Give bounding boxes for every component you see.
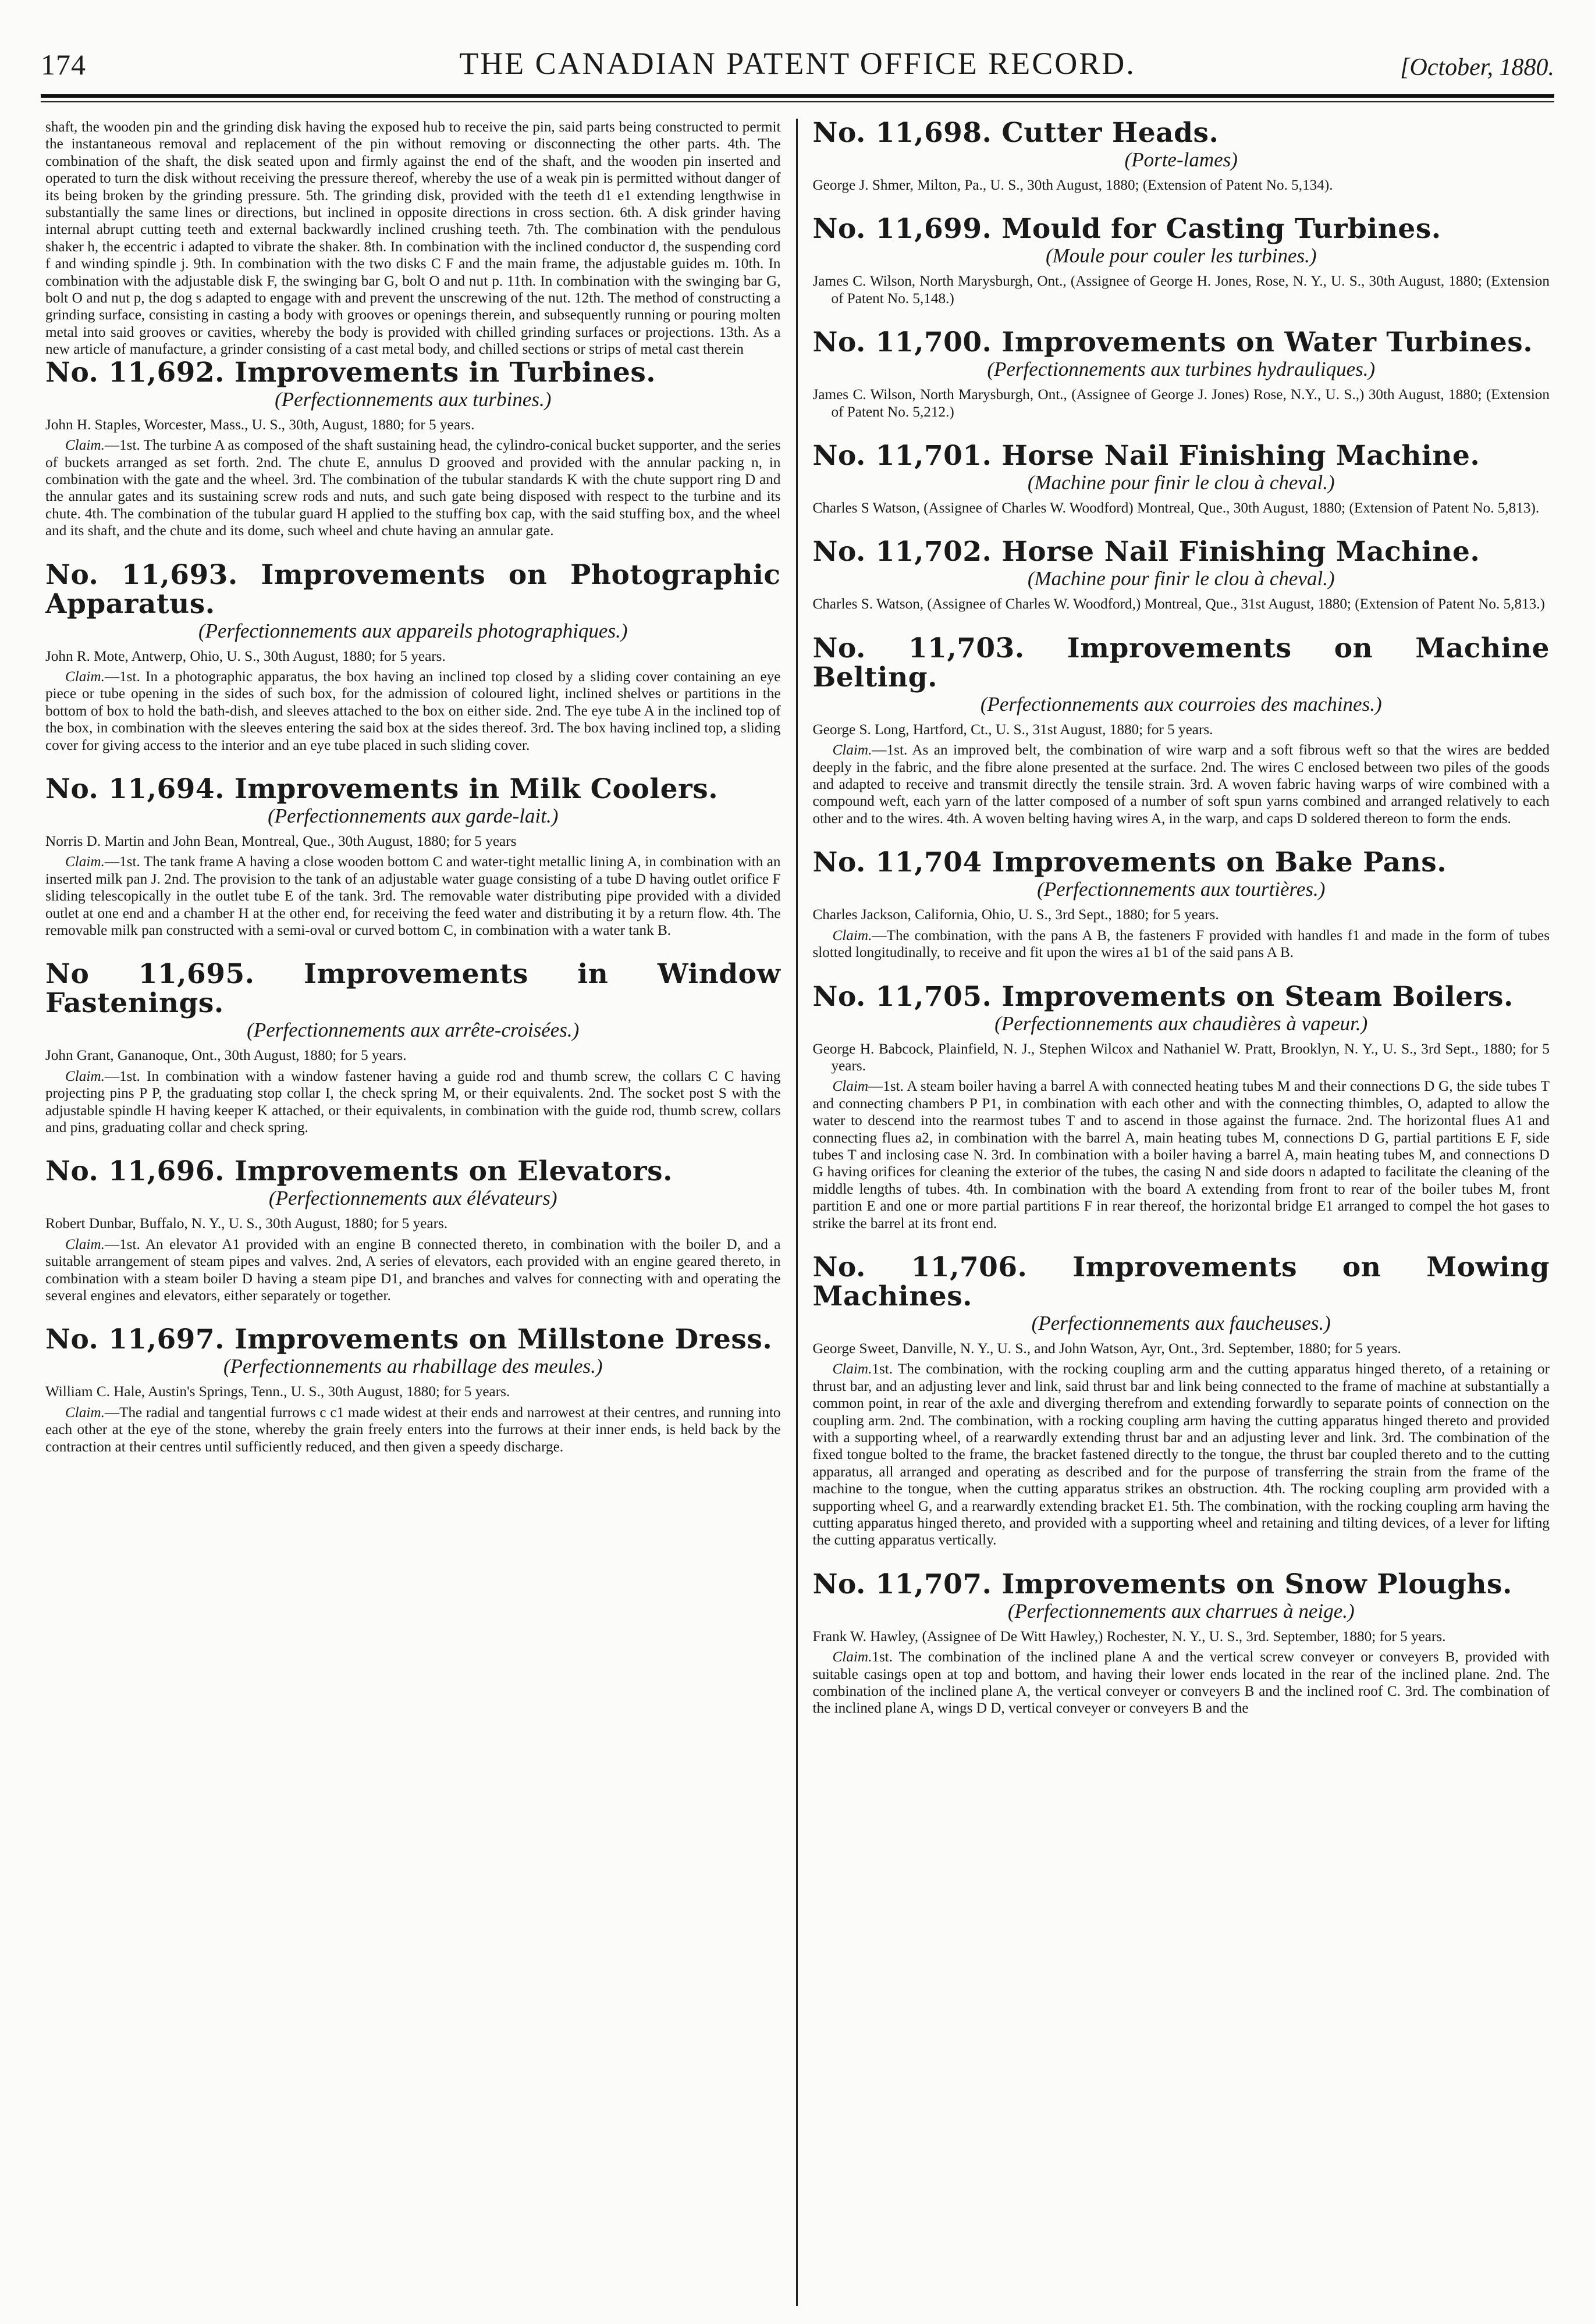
patent-heading — [813, 328, 1550, 357]
claim-body: 1st. The combination, with the rocking coupling arm and the cutting apparatus hinged thereto, of a retaining or thrust bar, and an adjusting lever and link, said thrust bar and link being connected to the frame of machine at substantially a common point, in rear of the axle and diverging therefrom and extending forwardly to separate points of connection on the coupling arm. 2nd. The combination, with a rocking coupling arm having the cutting apparatus hinged thereto and provided with a supporting wheel, of a rearwardly extending thrust bar and an adjusting lever and link. 3rd. The combination of the fixed tongue bolted to the frame, the bracket fastened directly to the tongue, the thrust bar coupled thereto and to the cutting apparatus, all arranged and operating as described and for the purpose of transferring the strain from the frame of the machine to the tongue, when the cutting apparatus strikes an obstruction. 4th. The rocking coupling arm provided with a supporting wheel G, and a rearwardly extending bracket E1. 5th. The combination, with the rocking coupling arm having the cutting apparatus hinged thereto, and provided with a supporting wheel and retaining and tilting devices, of a lever for lifting the cutting apparatus vertically. — [812, 1361, 1550, 1549]
claim-text — [813, 1649, 1550, 1717]
patent-title: Improvements on Mowing Machines. — [812, 1251, 1550, 1312]
patent-heading — [45, 775, 781, 804]
patent-entry — [812, 980, 1550, 1232]
claim-body: —1st. An elevator A1 provided with an engine B connected thereto, in combination with the boiler D, and a suitable arrangement of steam pipes and valves. 2nd, A series of elevators, each provided with an engine geared thereto, in combination with a steam boiler D having a steam pipe D1, and branches and valves for connecting with and operating the several engines and elevators, either separately or together. — [45, 1236, 781, 1304]
patentee-line: John R. Mote, Antwerp, Ohio, U. S., 30th August, 1880; for 5 years. — [45, 648, 446, 664]
patent-entry — [813, 119, 1550, 194]
claim-label: Claim. — [832, 927, 872, 944]
patent-number: No. 11,705. — [812, 980, 992, 1013]
patent-number: No. 11,696. — [45, 1155, 225, 1188]
patent-title-french: (Perfectionnements aux arrête-croisées.) — [247, 1019, 580, 1042]
patent-title: Improvements in Window Fastenings. — [45, 958, 781, 1020]
patent-title: Improvements on Machine Belting. — [812, 632, 1550, 693]
patent-heading — [813, 119, 1550, 148]
header-rule — [41, 94, 1554, 98]
patent-title: Mould for Casting Turbines. — [1001, 213, 1441, 245]
header-rule-thin — [41, 101, 1554, 102]
claim-label: Claim. — [65, 668, 105, 685]
patent-title: Improvements on Millstone Dress. — [234, 1323, 773, 1356]
patent-title: Horse Nail Finishing Machine. — [1001, 536, 1480, 568]
claim-label: Claim. — [65, 1404, 105, 1421]
claim-body: —1st. A steam boiler having a barrel A with connected heating tubes M and their connections D G, the side tubes T and connecting chambers P P1, in combination with each other and with the connecting thimbles, O, adapted to allow the water to descend into the rearmost tubes T and to ascend in those against the furnace. 2nd. The horizontal flues A1 and connecting flues a2, in combination with the barrel A, main heating tubes M, connections D G, partial partitions E F, side tubes T and inclosing case N. 3rd. In combination with a boiler having a barrel A, main heating tubes M, and connections D G having orifices for cleaning the exterior of the tubes, the casing N and side doors n adapted to facilitate the cleaning of the middle lengths of tubes. 4th. In combination with the board A extending from front to rear of the boiler tubes M, front partition E and one or more partial partitions F in rear thereof, the horizontal bridge E1 arranged to compel the hot gases to strike the barrel at its front end. — [812, 1079, 1550, 1232]
patent-entry — [813, 634, 1550, 827]
patentee-line: Norris D. Martin and John Bean, Montreal, Que., 30th August, 1880; for 5 years — [45, 833, 517, 849]
patentee-line: Charles S. Watson, (Assignee of Charles W. Woodford,) Montreal, Que., 31st August, 1880; (Extension of Patent No. 5,813.) — [812, 596, 1545, 613]
claim-label: Claim. — [832, 742, 872, 759]
claim-label: Claim. — [65, 1068, 105, 1084]
patentee-line: Robert Dunbar, Buffalo, N. Y., U. S., 30th August, 1880; for 5 years. — [45, 1216, 448, 1232]
patentee-line: George Sweet, Danville, N. Y., U. S., and John Watson, Ayr, Ont., 3rd. September, 1880; for 5 years. — [812, 1340, 1401, 1357]
patent-heading — [813, 634, 1550, 692]
patent-number: No. 11,706. — [812, 1251, 1028, 1283]
patentee-line: William C. Hale, Austin's Springs, Tenn., U. S., 30th August, 1880; for 5 years. — [45, 1384, 510, 1400]
left-entries — [45, 358, 781, 1455]
patent-title-french: (Perfectionnements aux faucheuses.) — [1031, 1311, 1331, 1334]
claim-text — [45, 1404, 781, 1455]
patent-title: Improvements on Water Turbines. — [1001, 326, 1533, 359]
continued-claim: shaft, the wooden pin and the grinding disk having the exposed hub to receive the pin, said parts being constructed to permit the instantaneous removal and replacement of the pin without removing or disconnecting the other parts. 4th. The combination of the shaft, the disk seated upon and firmly against the end of the shaft, and the wooden pin inserted and operated to turn the disk without receiving the pressure thereof, whereby the use of a weak pin is permitted without danger of its being broken by the grinding pressure. 5th. The grinding disk, provided with the teeth d1 e1 extending lengthwise in substantially the same lines or directions, but inclined in opposite directions in cross section. 6th. A disk grinder having internal abrupt cutting teeth and external backwardly inclined crushing teeth. 7th. The combination with the pendulous shaker h, the eccentric i adapted to vibrate the shaker. 8th. In combination with the inclined conductor d, the suspending cord f and winding spindle j. 9th. In combination with the two disks C F and the main frame, the adjustable guides m. 10th. In combination with the adjustable disk F, the swinging bar G, bolt O and nut p. 11th. In combination with the swinging bar G, bolt O and nut p, the dog s adapted to engage with and prevent the unscrewing of the nut. 12th. The method of constructing a grinding surface, consisting in casting a body with grooves or openings therein, and subsequently running or pouring molten metal into said grooves or cavities, whereby the body is provided with chilled grinding surfaces or projections. 13th. As a new article of manufacture, a grinder consisting of a cast metal body, and chilled sections or strips of metal cast therein — [45, 119, 781, 358]
patent-heading — [813, 848, 1550, 877]
patentee-line: John H. Staples, Worcester, Mass., U. S., 30th, August, 1880; for 5 years. — [45, 417, 475, 433]
patent-title-french: (Moule pour couler les turbines.) — [1045, 244, 1317, 268]
claim-label: Claim. — [65, 1236, 105, 1252]
patent-number: No. 11,704 — [812, 846, 982, 879]
patent-heading — [813, 1253, 1550, 1311]
patentee-line: James C. Wilson, North Marysburgh, Ont., (Assignee of George J. Jones) Rose, N.Y., U. S.,) 30th August, 1880; (Extension of Patent No. 5,212.) — [812, 387, 1550, 420]
patent-title: Improvements on Snow Ploughs. — [1001, 1568, 1512, 1600]
patent-title: Improvements in Milk Coolers. — [234, 773, 719, 805]
claim-text — [45, 853, 781, 939]
patentee-line: Charles Jackson, California, Ohio, U. S., 3rd Sept., 1880; for 5 years. — [812, 907, 1219, 923]
claim-text — [813, 1078, 1550, 1232]
claim-body: —1st. The turbine A as composed of the shaft sustaining head, the cylindro-conical bucket supporter, and the series of buckets arranged as set forth. 2nd. The chute E, annulus D grooved and provided with the annular packing n, in combination with the gate and the wheel. 3rd. The combination of the tubular standards K with the chute support ring D and the annular gates and its sustaining screw rods and nuts, and such gate being disposed with respect to the turbine and its chute. 4th. The combination of the tubular guard H applied to the stuffing box cap, with the said stuffing box, and the wheel and its shaft, and the chute and its dome, such wheel and chute having an annular gate. — [45, 437, 781, 539]
patent-number: No. 11,697. — [45, 1323, 225, 1356]
patent-title-french: (Perfectionnements aux courroies des machines.) — [980, 692, 1382, 716]
patentee-line: George H. Babcock, Plainfield, N. J., Stephen Wilcox and Nathaniel W. Pratt, Brooklyn, N. Y., U. S., 3rd Sept., 1880; for 5 years. — [812, 1041, 1550, 1074]
patent-heading — [45, 1157, 781, 1186]
claim-text — [813, 1361, 1550, 1549]
patent-title-french: (Perfectionnements aux turbines hydrauliques.) — [987, 358, 1376, 381]
patentee-line: George J. Shmer, Milton, Pa., U. S., 30th August, 1880; (Extension of Patent No. 5,134). — [812, 177, 1333, 193]
patent-title-french: (Perfectionnements aux tourtières.) — [1037, 878, 1326, 901]
claim-body: —1st. The tank frame A having a close wooden bottom C and water-tight metallic lining A, in combination with an inserted milk pan J. 2nd. The provision to the tank of an adjustable water guage consisting of a tube D having outlet orifice F sliding telescopically in the outlet tube E of the tank. 3rd. The removable water distributing pipe provided with a divided outlet at one end and a chamber H at the other end, for receiving the feed water and distributing it by a return flow. 4th. The removable milk pan constructed with a semi-oval or curved bottom C, in combination with a water tank B. — [45, 854, 781, 938]
patent-entry — [45, 358, 781, 540]
patent-entry — [813, 328, 1550, 421]
patent-heading — [813, 538, 1550, 567]
patent-entry — [45, 775, 781, 939]
patent-title: Improvements on Photographic Apparatus. — [45, 558, 781, 620]
patent-entry — [813, 215, 1550, 307]
patent-entry — [813, 1570, 1550, 1717]
patent-entry — [813, 848, 1550, 961]
claim-body: —1st. In combination with a window fastener having a guide rod and thumb screw, the collars C C having projecting pins P P, the graduating stop collar I, the check spring M, or their equivalents. 2nd. The socket post S with the adjustable spindle H having keeper K attached, or their equivalents, in combination with the guide rod, thumb screw, collars and pins, graduating collar and check spring. — [45, 1068, 781, 1136]
patent-title: Horse Nail Finishing Machine. — [1001, 440, 1480, 472]
patent-heading — [45, 1325, 781, 1354]
patent-number: No. 11,707. — [812, 1568, 992, 1600]
patent-entry — [813, 1253, 1550, 1549]
patent-title-french: (Porte-lames) — [1124, 148, 1238, 171]
patent-title-french: (Perfectionnements aux appareils photographiques.) — [198, 619, 628, 642]
claim-label: Claim — [832, 1079, 869, 1095]
patent-title-french: (Perfectionnements aux élévateurs) — [268, 1187, 557, 1210]
claim-label: Claim. — [832, 1361, 872, 1378]
patent-entry — [45, 1157, 781, 1304]
patent-entry — [45, 960, 781, 1136]
patent-number: No. 11,699. — [812, 213, 992, 245]
patent-title-french: (Machine pour finir le clou à cheval.) — [1027, 567, 1335, 590]
patentee-line: Charles S Watson, (Assignee of Charles W. Woodford) Montreal, Que., 30th August, 1880; (Extension of Patent No. 5,813). — [812, 500, 1540, 517]
claim-text — [813, 742, 1550, 827]
patent-entry — [813, 538, 1550, 613]
claim-text — [45, 1068, 781, 1137]
claim-text — [45, 668, 781, 754]
claim-label: Claim. — [832, 1649, 872, 1665]
patent-title-french: (Perfectionnements aux garde-lait.) — [268, 804, 559, 827]
patent-number: No. 11,700. — [812, 326, 992, 359]
patent-heading — [45, 960, 781, 1018]
patent-title-french: (Perfectionnements aux charrues à neige.) — [1007, 1599, 1355, 1622]
claim-text — [45, 1236, 781, 1305]
patent-title-french: (Perfectionnements au rhabillage des meules.) — [223, 1355, 603, 1378]
patent-number: No. 11,698. — [812, 119, 992, 149]
claim-body: —The combination, with the pans A B, the fasteners F provided with handles f1 and made in the form of tubes slotted longitudinally, to receive and fit upon the wires a1 b1 of the said pans A B. — [812, 927, 1550, 961]
patent-title: Cutter Heads. — [1001, 119, 1219, 149]
patent-title: Improvements on Steam Boilers. — [1001, 980, 1514, 1013]
right-column — [798, 119, 1555, 2306]
patent-number: No. 11,692. — [45, 356, 225, 389]
patent-number: No. 11,701. — [812, 440, 992, 472]
page-number: 174 — [41, 48, 86, 81]
patentee-line: George S. Long, Hartford, Ct., U. S., 31st August, 1880; for 5 years. — [812, 721, 1213, 738]
claim-body: 1st. The combination of the inclined plane A and the vertical screw conveyer or conveyers B, provided with suitable casings open at top and bottom, and having their lower ends located in the rear of the inclined plane. 2nd. The combination of the inclined plane A, the vertical conveyer or conveyers B and the inclined roof C. 3rd. The combination of the inclined plane A, wings D D, vertical conveyer or conveyers B and the — [812, 1649, 1550, 1717]
left-column — [41, 119, 798, 2306]
patent-number: No. 11,702. — [812, 536, 992, 568]
patent-entry — [45, 558, 781, 754]
running-title: THE CANADIAN PATENT OFFICE RECORD. — [459, 46, 1136, 81]
claim-body: —1st. As an improved belt, the combination of wire warp and a soft fibrous weft so that the wires are bedded deeply in the fabric, and the fibre alone presented at the surface. 2nd. The wires C enclosed between two piles of the goods and adapted to receive and transmit directly the tensile strain. 3rd. A woven fabric having warps of wire combined with a compound weft, each yarn of the latter composed of a number of soft spun yarns combined and arranged relatively to each other and to the wires. 4th. A woven belting having wires A, in the warp, and caps D soldered thereon to form the ends. — [812, 742, 1550, 827]
claim-label: Claim. — [65, 854, 105, 870]
patent-heading — [813, 215, 1550, 244]
issue-date: [October, 1880. — [1400, 54, 1554, 81]
patent-title-french: (Perfectionnements aux chaudières à vapeur.) — [994, 1012, 1368, 1035]
patent-heading — [812, 980, 1550, 1013]
right-entries — [813, 119, 1550, 1717]
patent-number: No 11,695. — [45, 958, 255, 991]
patentee-line: Frank W. Hawley, (Assignee of De Witt Hawley,) Rochester, N. Y., U. S., 3rd. September, 1880; for 5 years. — [812, 1628, 1446, 1645]
patent-title-french: (Machine pour finir le clou à cheval.) — [1027, 471, 1335, 494]
patentee-line: John Grant, Gananoque, Ont., 30th August, 1880; for 5 years. — [45, 1048, 407, 1064]
page-header — [41, 29, 1554, 81]
columns — [41, 119, 1554, 2306]
patent-number: No. 11,693. — [45, 558, 238, 591]
patent-number: No. 11,694. — [45, 773, 225, 805]
claim-body: —1st. In a photographic apparatus, the box having an inclined top closed by a sliding cover containing an eye piece or tube opening in the sides of such box, for the admission of coloured light, inclined shelves or partitions in the bottom of box to hold the bath-dish, and sleeves attached to the box on either side. 2nd. The eye tube A in the inclined top of the box, in combination with the sleeves entering the said box at the sides thereof. 3rd. The box having inclined top, a sliding cover for giving access to the interior and an eye tube placed in such sliding cover. — [45, 668, 781, 753]
patent-heading — [45, 558, 781, 620]
claim-label: Claim. — [65, 437, 105, 454]
patent-heading — [813, 1570, 1550, 1599]
claim-text — [813, 927, 1550, 962]
patent-title-french: (Perfectionnements aux turbines.) — [275, 387, 552, 411]
patent-heading — [45, 358, 781, 387]
patent-title: Improvements in Turbines. — [234, 356, 656, 389]
patent-title: Improvements on Bake Pans. — [992, 846, 1447, 879]
patentee-line: James C. Wilson, North Marysburgh, Ont., (Assignee of George H. Jones, Rose, N. Y., U. S., 30th August, 1880; (Extension of Patent No. 5,148.) — [812, 273, 1550, 307]
patent-heading — [813, 442, 1550, 471]
patent-number: No. 11,703. — [812, 632, 1025, 664]
claim-text — [45, 437, 781, 539]
patent-entry — [813, 442, 1550, 517]
patent-title: Improvements on Elevators. — [234, 1155, 673, 1188]
claim-body: —The radial and tangential furrows c c1 made widest at their ends and narrowest at their centres, and running into each other at the eye of the stone, whereby the grain freely enters into the furrows at their inner ends, is held back by the contraction at their centres until sufficiently reduced, and then given a speedy discharge. — [45, 1404, 781, 1455]
patent-entry — [45, 1325, 781, 1455]
